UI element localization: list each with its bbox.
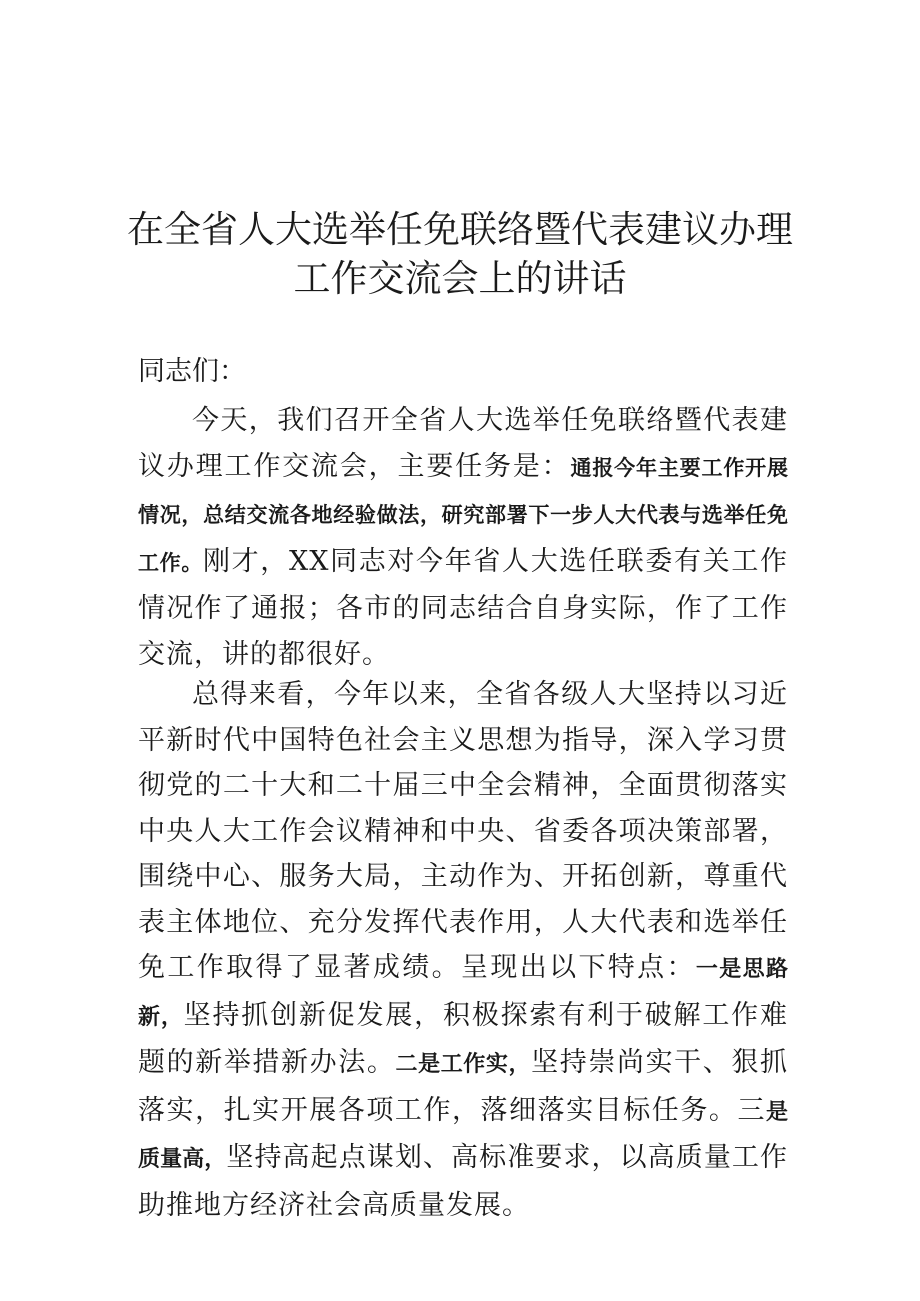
point-2-text: 坚持崇尚实干、狠抓落实，扎实开展各项工作，落细落实目标任务。 [138, 1047, 789, 1126]
paragraph-2-text-a: 总得来看，今年以来，全省各级人大坚持以习近平新时代中国特色社会主义思想为指导，深入学习贯彻党的二十大和二十届三中全会精神，全面贯彻落实中央人大工作会议精神和中央、省委各项决策部署，围绕中心、服务大局，主动作为、开拓创新，尊重代表主体地位、充分发挥代表作用，人大代表和选举任免工作取得了显著成绩。呈现出以下特点： [138, 679, 788, 983]
paragraph-1-bold-text: 通报今年主要工作开展情况，总结交流各地经验做法，研究部署下一步人大代表与选举任免工作。 [138, 455, 788, 575]
point-2-heading: 二是工作实， [395, 1052, 532, 1077]
document-title-line-1: 在全省人大选举任免联络暨代表建议办理 [127, 208, 793, 251]
salutation: 同志们： [138, 356, 246, 387]
point-3-text: 坚持高起点谋划、高标准要求，以高质量工作助推地方经济社会高质量发展。 [138, 1142, 788, 1221]
point-3-prefix: 三 [737, 1094, 766, 1126]
point-3-heading: 是质量高， [138, 1099, 789, 1172]
point-1-heading: 一是思路新， [138, 957, 788, 1030]
paragraph-1 [138, 398, 788, 677]
paragraph-2 [138, 672, 788, 1228]
point-1-text: 坚持抓创新促发展，积极探索有利于破解工作难题的新举措新办法。 [138, 999, 788, 1078]
paragraph-1-text-a: 今天，我们召开全省人大选举任免联络暨代表建议办理工作交流会，主要任务是： [138, 405, 788, 482]
document-title-line-2: 工作交流会上的讲话 [293, 257, 627, 300]
paragraph-1-text-b: 刚才，XX同志对今年省人大选任联委有关工作情况作了通报；各市的同志结合自身实际，作了工作交流，讲的都很好。 [138, 545, 788, 670]
